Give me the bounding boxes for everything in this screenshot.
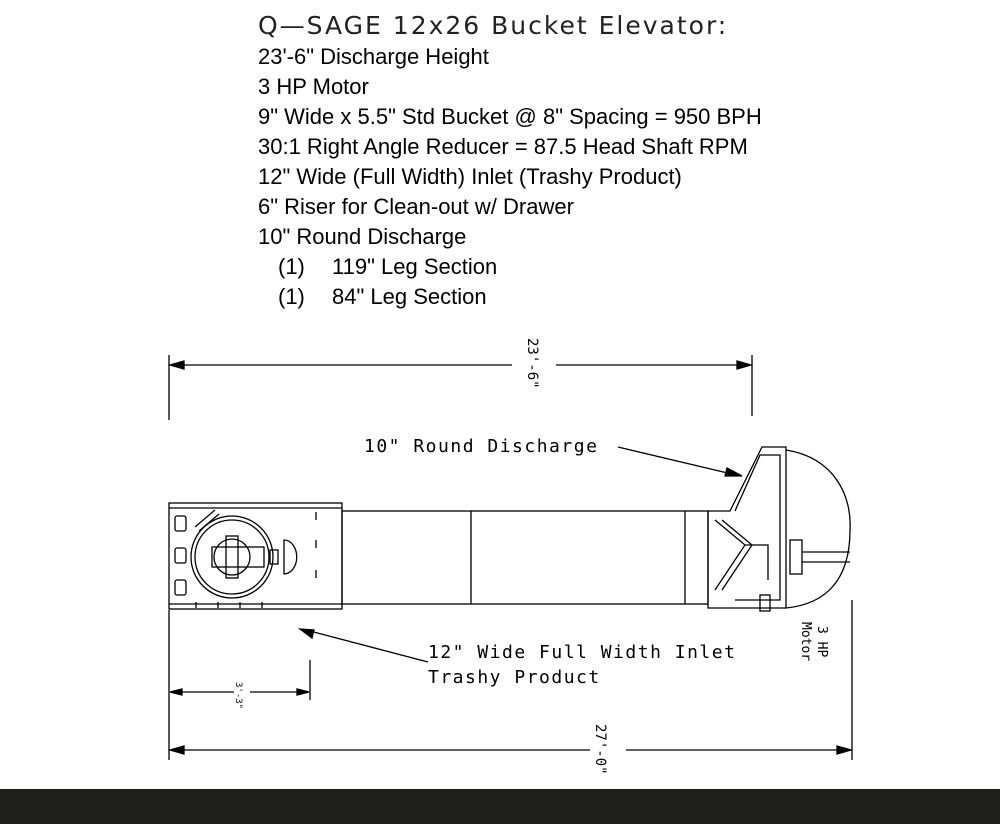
leg-section-label: 119" Leg Section bbox=[332, 254, 498, 279]
spec-line: 3 HP Motor bbox=[258, 74, 369, 99]
dim-overall-label: 27'-0" bbox=[592, 724, 608, 775]
spec-title: Q—SAGE 12x26 Bucket Elevator: bbox=[258, 11, 729, 40]
motor-label-line1: 3 HP bbox=[814, 626, 829, 658]
footer-bar bbox=[0, 789, 1000, 824]
boot-section bbox=[169, 503, 342, 609]
inlet-label-line2: Trashy Product bbox=[428, 667, 601, 688]
discharge-leader bbox=[618, 447, 742, 476]
dim-discharge-height bbox=[169, 355, 752, 420]
leg-section-label: 84" Leg Section bbox=[332, 284, 487, 309]
leg-sections bbox=[342, 511, 708, 604]
motor-label-line2: Motor bbox=[798, 622, 813, 662]
inlet-label-line1: 12" Wide Full Width Inlet bbox=[428, 642, 737, 663]
dim-boot-label: 3'-3" bbox=[233, 682, 243, 710]
spec-line: 23'-6" Discharge Height bbox=[258, 44, 489, 69]
spec-line: 12" Wide (Full Width) Inlet (Trashy Product) bbox=[258, 164, 682, 189]
inlet-leader bbox=[300, 629, 428, 662]
spec-line: 10" Round Discharge bbox=[258, 224, 467, 249]
spec-line: 6" Riser for Clean-out w/ Drawer bbox=[258, 194, 574, 219]
spec-line: 9" Wide x 5.5" Std Bucket @ 8" Spacing = 950 BPH bbox=[258, 104, 762, 129]
spec-line: 30:1 Right Angle Reducer = 87.5 Head Shaft RPM bbox=[258, 134, 748, 159]
leg-section-qty: (1) bbox=[278, 254, 305, 279]
leg-section-qty: (1) bbox=[278, 284, 305, 309]
discharge-label: 10" Round Discharge bbox=[364, 436, 599, 457]
dim-discharge-height-label: 23'-6" bbox=[524, 338, 540, 389]
